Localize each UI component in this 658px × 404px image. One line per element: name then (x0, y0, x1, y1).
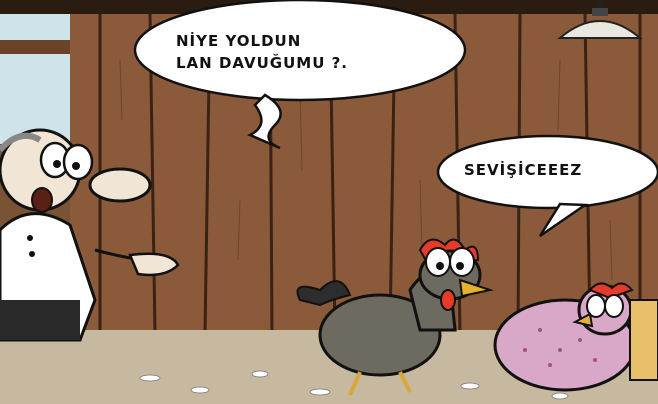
rooster-speech-text: SEVİŞİCEEEZ (464, 161, 583, 179)
man-speech-line2: LAN DAVUĞUMU ?. (176, 54, 348, 72)
window-sky (0, 14, 70, 144)
man-speech-line1: NİYE YOLDUN (176, 32, 302, 50)
man-speech-text (176, 30, 348, 74)
